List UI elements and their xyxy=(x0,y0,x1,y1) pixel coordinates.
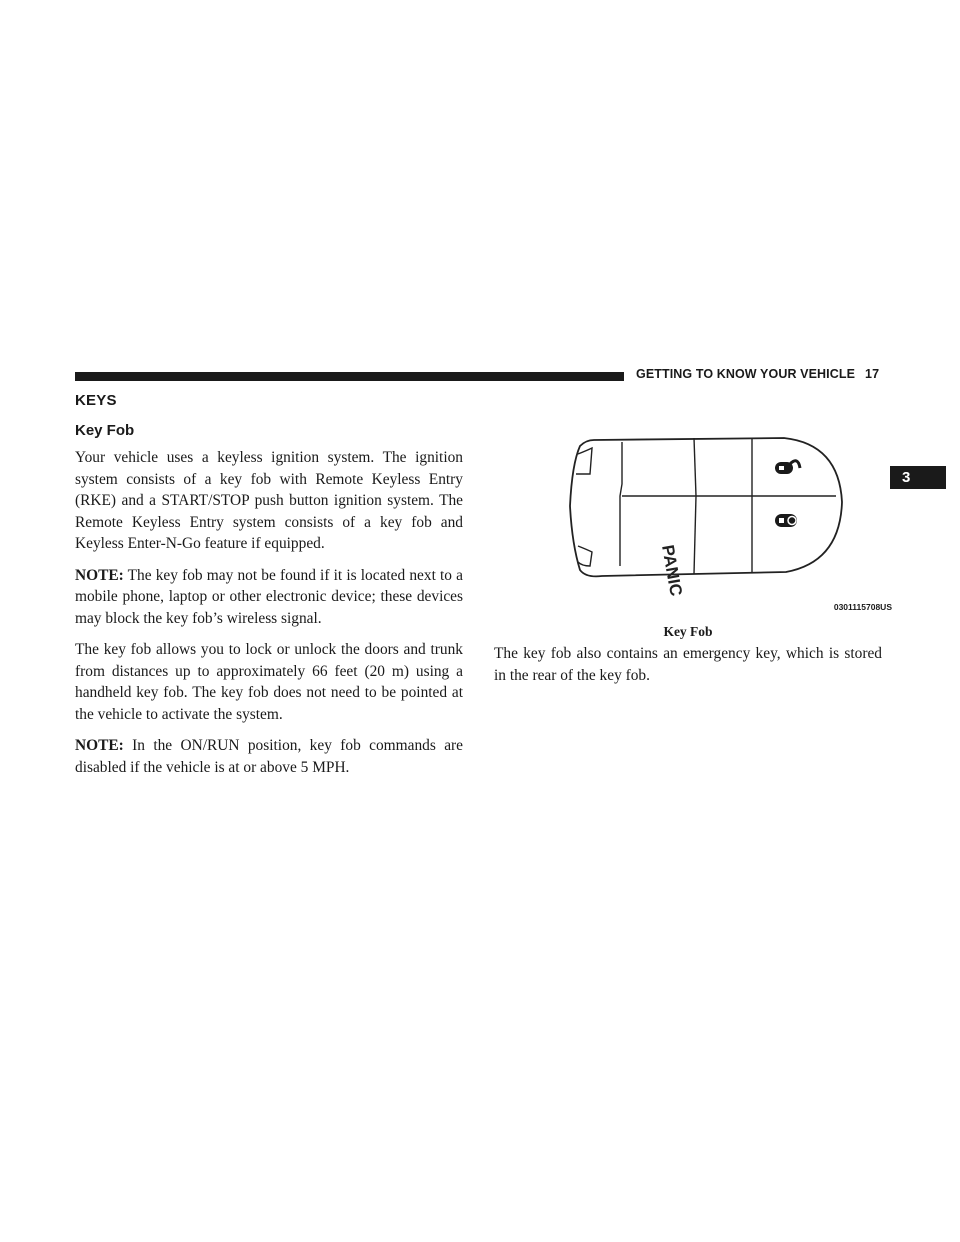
key-fob-illustration xyxy=(494,434,882,624)
header-rule xyxy=(75,372,624,381)
figure-caption: Key Fob xyxy=(663,624,713,639)
subsection-heading: Key Fob xyxy=(75,422,135,439)
note-label: NOTE: xyxy=(75,566,124,584)
note-text: The key fob may not be found if it is located next to a mobile phone, laptop or other electronic device; these devices may block the key fob’s wireless signal. xyxy=(75,566,463,627)
emergency-key-paragraph: The key fob also contains an emergency key, which is stored in the rear of the key fob. xyxy=(494,645,882,684)
right-column xyxy=(494,434,892,696)
left-column xyxy=(75,392,463,788)
note-paragraph-2 xyxy=(75,735,463,778)
figure-code: 0301115708US xyxy=(833,602,892,612)
section-heading: KEYS xyxy=(75,392,117,409)
header-title: GETTING TO KNOW YOUR VEHICLE xyxy=(636,367,856,381)
range-paragraph: The key fob allows you to lock or unlock the doors and trunk from distances up to approximately 66 feet (20 m) using a handheld key fob. The key fob does not need to be pointed at the vehicle to activate the system. xyxy=(75,641,463,723)
running-header xyxy=(636,367,879,381)
chapter-tab: 3 xyxy=(890,466,946,489)
key-fob-figure xyxy=(494,434,892,624)
note-text: In the ON/RUN position, key fob commands are disabled if the vehicle is at or above 5 MPH. xyxy=(75,737,463,776)
note-label: NOTE: xyxy=(75,737,124,754)
lock-icon xyxy=(775,514,797,527)
fob-outline xyxy=(570,438,842,576)
note-paragraph-1 xyxy=(75,565,463,630)
panic-label: PANIC xyxy=(658,543,686,598)
intro-paragraph: Your vehicle uses a keyless ignition system. The ignition system consists of a key fob with Remote Keyless Entry (RKE) and a START/STOP push button ignition system. The Remote Keyless Entry system consists of a key fob and Keyless Enter-N-Go feature if equipped. xyxy=(75,449,463,552)
page-number: 17 xyxy=(865,367,880,381)
